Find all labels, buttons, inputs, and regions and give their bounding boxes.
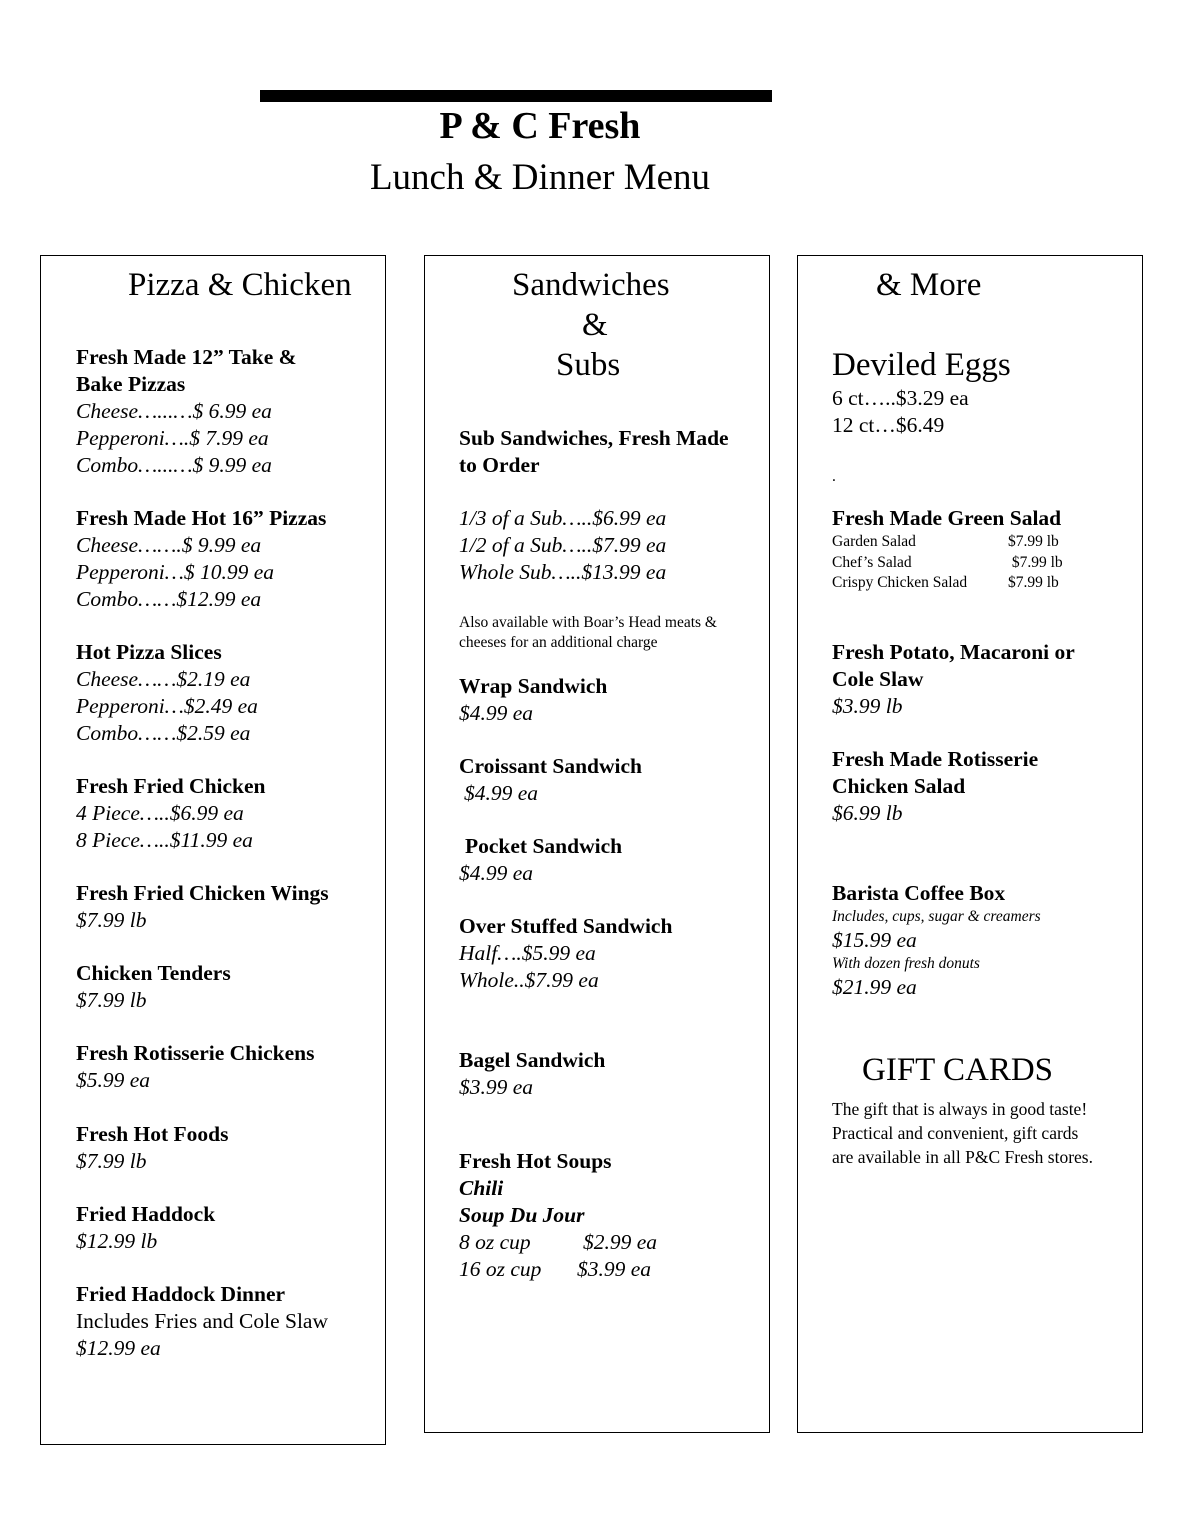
column-heading: Sandwiches (512, 267, 670, 303)
section-title: Fresh Hot Soups (459, 1149, 612, 1173)
section-title: Fresh Made Green Salad (832, 506, 1062, 530)
salad-row (832, 532, 1063, 553)
soup-name: Chili (459, 1176, 504, 1200)
menu-price: $12.99 ea (76, 1336, 161, 1360)
salad-row (832, 553, 1063, 574)
menu-item: 6 ct…..$3.29 ea (832, 386, 969, 410)
menu-note: Includes Fries and Cole Slaw (76, 1309, 328, 1333)
menu-item: Cheese……$2.19 ea (76, 667, 251, 691)
menu-price: $15.99 ea (832, 928, 917, 952)
menu-item: Combo……$12.99 ea (76, 587, 262, 611)
section-title: Fresh Fried Chicken (76, 774, 266, 798)
store-name: P & C Fresh (439, 105, 641, 147)
menu-price: $12.99 lb (76, 1229, 158, 1253)
gift-cards-title: GIFT CARDS (862, 1052, 1054, 1088)
soup-size: 16 oz cup (459, 1257, 542, 1281)
section-title: Fresh Made 12” Take & (76, 345, 297, 369)
column-heading: & More (876, 267, 982, 303)
section-title: Deviled Eggs (832, 347, 1011, 383)
salad-price: $7.99 lb (1008, 533, 1059, 550)
menu-item: Cheese…….$ 9.99 ea (76, 533, 262, 557)
section-title: Hot Pizza Slices (76, 640, 222, 664)
menu-item: Pepperoni….$ 7.99 ea (76, 426, 269, 450)
soup-price: $3.99 ea (577, 1257, 652, 1281)
menu-item: Whole..$7.99 ea (459, 968, 599, 992)
section-title: Over Stuffed Sandwich (459, 914, 673, 938)
soup-price-row (459, 1229, 657, 1256)
section-title: Chicken Tenders (76, 961, 231, 985)
section-title: Fresh Made Hot 16” Pizzas (76, 506, 327, 530)
section-title: Bake Pizzas (76, 372, 186, 396)
salad-price: $7.99 lb (1008, 574, 1059, 591)
menu-item: Pepperoni…$2.49 ea (76, 694, 258, 718)
section-title: Pocket Sandwich (465, 834, 623, 858)
section-title: to Order (459, 453, 540, 477)
gift-cards-text: are available in all P&C Fresh stores. (832, 1147, 1093, 1167)
section-title: Barista Coffee Box (832, 881, 1006, 905)
menu-price: $7.99 lb (76, 908, 147, 932)
section-title: Fresh Hot Foods (76, 1122, 229, 1146)
soup-price-list (459, 1229, 657, 1283)
section-title: Fresh Potato, Macaroni or (832, 640, 1075, 664)
gift-cards-text: The gift that is always in good taste! (832, 1099, 1088, 1119)
menu-price: $3.99 ea (459, 1075, 534, 1099)
section-title: Fried Haddock Dinner (76, 1282, 286, 1306)
column-heading: Pizza & Chicken (128, 267, 352, 303)
menu-note: With dozen fresh donuts (832, 955, 980, 972)
menu-price: $21.99 ea (832, 975, 917, 999)
header-rule (260, 90, 772, 102)
menu-item: Pepperoni…$ 10.99 ea (76, 560, 275, 584)
section-title: Cole Slaw (832, 667, 924, 691)
menu-price: $6.99 lb (832, 801, 903, 825)
menu-item: 1/3 of a Sub…..$6.99 ea (459, 506, 667, 530)
menu-price: $4.99 ea (459, 701, 534, 725)
section-title: Chicken Salad (832, 774, 966, 798)
soup-price: $2.99 ea (583, 1230, 658, 1254)
column-heading: Subs (556, 347, 621, 383)
soup-name: Soup Du Jour (459, 1203, 585, 1227)
menu-item: 8 Piece…..$11.99 ea (76, 828, 253, 852)
menu-price: $5.99 ea (76, 1068, 151, 1092)
section-title: Fried Haddock (76, 1202, 216, 1226)
menu-item: Whole Sub…..$13.99 ea (459, 560, 667, 584)
salad-price-list (832, 532, 1063, 594)
menu-price: $4.99 ea (459, 861, 534, 885)
menu-item: 1/2 of a Sub…..$7.99 ea (459, 533, 667, 557)
section-title: Sub Sandwiches, Fresh Made (459, 426, 729, 450)
section-title: Fresh Made Rotisserie (832, 747, 1039, 771)
menu-note: cheeses for an additional charge (459, 634, 658, 651)
soup-size: 8 oz cup (459, 1230, 531, 1254)
section-title: Bagel Sandwich (459, 1048, 606, 1072)
menu-item: Half….$5.99 ea (459, 941, 596, 965)
salad-name: Chef’s Salad (832, 553, 912, 571)
salad-price: $7.99 lb (1008, 553, 1063, 571)
section-title: Croissant Sandwich (459, 754, 643, 778)
menu-item: Combo……$2.59 ea (76, 721, 251, 745)
gift-cards-text: Practical and convenient, gift cards (832, 1123, 1079, 1143)
salad-name: Crispy Chicken Salad (832, 574, 968, 591)
menu-title: Lunch & Dinner Menu (369, 157, 711, 198)
menu-price: $7.99 lb (76, 988, 147, 1012)
section-title: Fresh Fried Chicken Wings (76, 881, 329, 905)
section-title: Wrap Sandwich (459, 674, 608, 698)
menu-item: 12 ct…$6.49 (832, 413, 945, 437)
salad-name: Garden Salad (832, 533, 916, 550)
section-title: Fresh Rotisserie Chickens (76, 1041, 315, 1065)
column-heading: & (582, 307, 608, 343)
menu-price: $3.99 lb (832, 694, 903, 718)
menu-item: Cheese…...…$ 6.99 ea (76, 399, 272, 423)
menu-note: Includes, cups, sugar & creamers (832, 908, 1041, 925)
menu-price: $7.99 lb (76, 1149, 147, 1173)
soup-price-row (459, 1256, 657, 1283)
menu-price: $4.99 ea (464, 781, 539, 805)
stray-dot: . (832, 468, 836, 485)
menu-item: 4 Piece…..$6.99 ea (76, 801, 244, 825)
salad-row (832, 573, 1063, 594)
menu-item: Combo…...…$ 9.99 ea (76, 453, 272, 477)
menu-note: Also available with Boar’s Head meats & (459, 614, 717, 631)
